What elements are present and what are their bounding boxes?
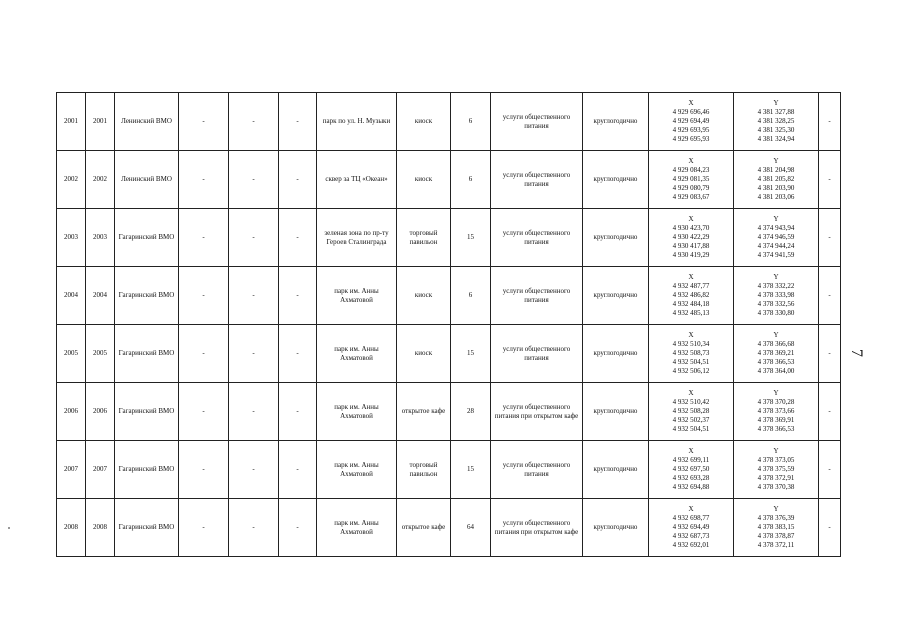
placement-table [56, 92, 841, 557]
coordinates-x-cell [649, 325, 734, 383]
district-cell: Ленинский ВМО [115, 151, 179, 209]
coordinate-value: 4 929 081,35 [672, 175, 710, 183]
dash-cell: - [279, 441, 317, 499]
table-row [57, 267, 841, 325]
coordinate-value: 4 932 508,28 [672, 407, 710, 415]
coordinate-value: 4 932 486,82 [672, 291, 710, 299]
coordinate-value: 4 378 370,38 [757, 483, 795, 491]
coordinate-value: 4 932 697,50 [672, 465, 710, 473]
table-row [57, 209, 841, 267]
period-cell: круглогодично [583, 151, 649, 209]
page-number: 7 [848, 349, 865, 357]
period-cell: круглогодично [583, 441, 649, 499]
coordinate-value: 4 378 366,53 [757, 425, 795, 433]
coordinate-value: 4 381 327,88 [757, 108, 795, 116]
row-number: 2004 [57, 267, 86, 325]
address-cell: парк по ул. Н. Музыки [317, 93, 397, 151]
period-cell: круглогодично [583, 93, 649, 151]
row-number-2: 2004 [86, 267, 115, 325]
coordinate-value: 4 378 370,28 [757, 398, 795, 406]
district-cell: Гагаринский ВМО [115, 325, 179, 383]
purpose-cell: услуги общественного питания при открытом кафе [491, 383, 583, 441]
dash-cell: - [229, 267, 279, 325]
coordinates-y-cell [734, 325, 819, 383]
coordinate-value: 4 378 383,15 [757, 523, 795, 531]
district-cell: Гагаринский ВМО [115, 441, 179, 499]
dash-cell: - [279, 325, 317, 383]
coordinates-x-cell [649, 383, 734, 441]
district-cell: Гагаринский ВМО [115, 383, 179, 441]
coordinate-value: 4 930 422,29 [672, 233, 710, 241]
row-number-2: 2002 [86, 151, 115, 209]
coordinate-value: 4 374 943,94 [757, 224, 795, 232]
coordinate-value: 4 929 694,49 [672, 117, 710, 125]
row-number: 2002 [57, 151, 86, 209]
coordinate-value: 4 378 366,68 [757, 340, 795, 348]
coordinate-value: 4 930 417,88 [672, 242, 710, 250]
coordinate-header: Y [773, 157, 779, 165]
coordinate-value: 4 932 692,01 [672, 541, 710, 549]
district-cell: Гагаринский ВМО [115, 267, 179, 325]
area-cell: 6 [451, 93, 491, 151]
coordinates-x-cell [649, 499, 734, 557]
coordinate-value: 4 378 373,05 [757, 456, 795, 464]
dash-cell: - [279, 151, 317, 209]
object-type-cell: торговый павильон [397, 441, 451, 499]
coordinate-value: 4 378 333,98 [757, 291, 795, 299]
object-type-cell: киоск [397, 93, 451, 151]
address-cell: зеленая зона по пр-ту Героев Сталинграда [317, 209, 397, 267]
coordinate-value: 4 932 693,28 [672, 474, 710, 482]
row-number-2: 2001 [86, 93, 115, 151]
row-number: 2008 [57, 499, 86, 557]
row-number: 2003 [57, 209, 86, 267]
address-cell: парк им. Анны Ахматовой [317, 383, 397, 441]
coordinate-value: 4 932 504,51 [672, 358, 710, 366]
purpose-cell: услуги общественного питания при открытом кафе [491, 499, 583, 557]
coordinate-header: Y [773, 215, 779, 223]
coordinate-value: 4 378 330,80 [757, 309, 795, 317]
coordinates-x-cell [649, 209, 734, 267]
coordinate-value: 4 932 510,42 [672, 398, 710, 406]
row-number-2: 2003 [86, 209, 115, 267]
purpose-cell: услуги общественного питания [491, 441, 583, 499]
purpose-cell: услуги общественного питания [491, 151, 583, 209]
object-type-cell: киоск [397, 267, 451, 325]
dash-cell: - [229, 151, 279, 209]
district-cell: Ленинский ВМО [115, 93, 179, 151]
coordinate-header: Y [773, 389, 779, 397]
area-cell: 64 [451, 499, 491, 557]
dash-cell: - [279, 267, 317, 325]
coordinate-value: 4 932 485,13 [672, 309, 710, 317]
coordinate-value: 4 929 084,23 [672, 166, 710, 174]
coordinates-x-cell [649, 151, 734, 209]
row-number: 2001 [57, 93, 86, 151]
coordinate-header: X [688, 157, 694, 165]
coordinate-header: X [688, 215, 694, 223]
period-cell: круглогодично [583, 499, 649, 557]
coordinate-value: 4 378 332,22 [757, 282, 795, 290]
coordinate-value: 4 381 203,90 [757, 184, 795, 192]
area-cell: 28 [451, 383, 491, 441]
coordinate-header: Y [773, 447, 779, 455]
period-cell: круглогодично [583, 325, 649, 383]
district-cell: Гагаринский ВМО [115, 209, 179, 267]
scan-speck [8, 527, 10, 529]
dash-cell: - [819, 441, 841, 499]
coordinate-value: 4 932 699,11 [672, 456, 710, 464]
dash-cell: - [229, 383, 279, 441]
coordinate-header: X [688, 273, 694, 281]
coordinate-header: Y [773, 273, 779, 281]
coordinate-header: X [688, 331, 694, 339]
object-type-cell: киоск [397, 151, 451, 209]
table-row [57, 151, 841, 209]
row-number-2: 2005 [86, 325, 115, 383]
dash-cell: - [179, 383, 229, 441]
coordinate-value: 4 929 083,67 [672, 193, 710, 201]
dash-cell: - [279, 93, 317, 151]
object-type-cell: киоск [397, 325, 451, 383]
coordinate-header: X [688, 389, 694, 397]
coordinate-header: Y [773, 331, 779, 339]
dash-cell: - [279, 383, 317, 441]
coordinate-value: 4 381 205,82 [757, 175, 795, 183]
row-number-2: 2006 [86, 383, 115, 441]
coordinate-value: 4 932 487,77 [672, 282, 710, 290]
coordinate-header: X [688, 99, 694, 107]
coordinate-value: 4 932 508,73 [672, 349, 710, 357]
coordinate-value: 4 929 080,79 [672, 184, 710, 192]
row-number-2: 2008 [86, 499, 115, 557]
coordinate-value: 4 932 698,77 [672, 514, 710, 522]
coordinate-value: 4 932 502,37 [672, 416, 710, 424]
dash-cell: - [229, 93, 279, 151]
dash-cell: - [819, 383, 841, 441]
dash-cell: - [819, 499, 841, 557]
coordinate-value: 4 374 941,59 [757, 251, 795, 259]
dash-cell: - [819, 267, 841, 325]
address-cell: парк им. Анны Ахматовой [317, 499, 397, 557]
table-row [57, 383, 841, 441]
purpose-cell: услуги общественного питания [491, 209, 583, 267]
coordinate-value: 4 374 944,24 [757, 242, 795, 250]
table-body [57, 93, 841, 557]
coordinate-value: 4 378 332,56 [757, 300, 795, 308]
coordinate-value: 4 932 510,34 [672, 340, 710, 348]
table-row [57, 325, 841, 383]
coordinate-value: 4 378 372,11 [757, 541, 795, 549]
dash-cell: - [819, 325, 841, 383]
table-row [57, 93, 841, 151]
coordinate-header: Y [773, 99, 779, 107]
purpose-cell: услуги общественного питания [491, 93, 583, 151]
address-cell: парк им. Анны Ахматовой [317, 325, 397, 383]
coordinate-value: 4 378 378,87 [757, 532, 795, 540]
dash-cell: - [179, 325, 229, 383]
row-number: 2005 [57, 325, 86, 383]
coordinate-value: 4 378 375,59 [757, 465, 795, 473]
area-cell: 6 [451, 151, 491, 209]
coordinate-header: X [688, 505, 694, 513]
dash-cell: - [229, 209, 279, 267]
coordinate-value: 4 929 693,95 [672, 126, 710, 134]
coordinate-value: 4 378 369,91 [757, 416, 795, 424]
coordinates-x-cell [649, 267, 734, 325]
object-type-cell: открытое кафе [397, 499, 451, 557]
dash-cell: - [229, 499, 279, 557]
coordinate-value: 4 929 696,46 [672, 108, 710, 116]
coordinate-header: X [688, 447, 694, 455]
address-cell: парк им. Анны Ахматовой [317, 441, 397, 499]
coordinates-y-cell [734, 151, 819, 209]
object-type-cell: открытое кафе [397, 383, 451, 441]
dash-cell: - [179, 499, 229, 557]
coordinate-value: 4 378 364,00 [757, 367, 795, 375]
coordinate-value: 4 381 324,94 [757, 135, 795, 143]
purpose-cell: услуги общественного питания [491, 325, 583, 383]
dash-cell: - [179, 441, 229, 499]
coordinates-y-cell [734, 383, 819, 441]
dash-cell: - [229, 441, 279, 499]
coordinate-value: 4 932 694,88 [672, 483, 710, 491]
period-cell: круглогодично [583, 209, 649, 267]
district-cell: Гагаринский ВМО [115, 499, 179, 557]
table-row [57, 499, 841, 557]
coordinate-value: 4 932 687,73 [672, 532, 710, 540]
coordinate-value: 4 932 484,18 [672, 300, 710, 308]
area-cell: 15 [451, 441, 491, 499]
coordinate-value: 4 932 506,12 [672, 367, 710, 375]
coordinate-value: 4 932 694,49 [672, 523, 710, 531]
dash-cell: - [279, 209, 317, 267]
coordinates-y-cell [734, 267, 819, 325]
dash-cell: - [279, 499, 317, 557]
dash-cell: - [819, 93, 841, 151]
period-cell: круглогодично [583, 383, 649, 441]
coordinate-value: 4 381 204,98 [757, 166, 795, 174]
coordinates-y-cell [734, 93, 819, 151]
dash-cell: - [819, 151, 841, 209]
coordinate-value: 4 378 369,21 [757, 349, 795, 357]
document-sheet [56, 92, 841, 557]
dash-cell: - [179, 209, 229, 267]
dash-cell: - [179, 267, 229, 325]
coordinate-value: 4 932 504,51 [672, 425, 710, 433]
coordinate-value: 4 381 325,30 [757, 126, 795, 134]
coordinate-value: 4 929 695,93 [672, 135, 710, 143]
dash-cell: - [179, 93, 229, 151]
dash-cell: - [819, 209, 841, 267]
row-number: 2007 [57, 441, 86, 499]
coordinate-value: 4 378 366,53 [757, 358, 795, 366]
object-type-cell: торговый павильон [397, 209, 451, 267]
coordinates-x-cell [649, 93, 734, 151]
coordinates-x-cell [649, 441, 734, 499]
coordinate-value: 4 378 376,39 [757, 514, 795, 522]
coordinate-value: 4 930 423,70 [672, 224, 710, 232]
coordinate-header: Y [773, 505, 779, 513]
table-row [57, 441, 841, 499]
coordinate-value: 4 378 372,91 [757, 474, 795, 482]
coordinate-value: 4 381 328,25 [757, 117, 795, 125]
coordinates-y-cell [734, 209, 819, 267]
coordinate-value: 4 930 419,29 [672, 251, 710, 259]
row-number: 2006 [57, 383, 86, 441]
area-cell: 6 [451, 267, 491, 325]
coordinate-value: 4 374 946,59 [757, 233, 795, 241]
purpose-cell: услуги общественного питания [491, 267, 583, 325]
coordinates-y-cell [734, 441, 819, 499]
dash-cell: - [229, 325, 279, 383]
area-cell: 15 [451, 209, 491, 267]
dash-cell: - [179, 151, 229, 209]
coordinates-y-cell [734, 499, 819, 557]
address-cell: сквер за ТЦ «Океан» [317, 151, 397, 209]
row-number-2: 2007 [86, 441, 115, 499]
address-cell: парк им. Анны Ахматовой [317, 267, 397, 325]
coordinate-value: 4 378 373,66 [757, 407, 795, 415]
area-cell: 15 [451, 325, 491, 383]
period-cell: круглогодично [583, 267, 649, 325]
coordinate-value: 4 381 203,06 [757, 193, 795, 201]
